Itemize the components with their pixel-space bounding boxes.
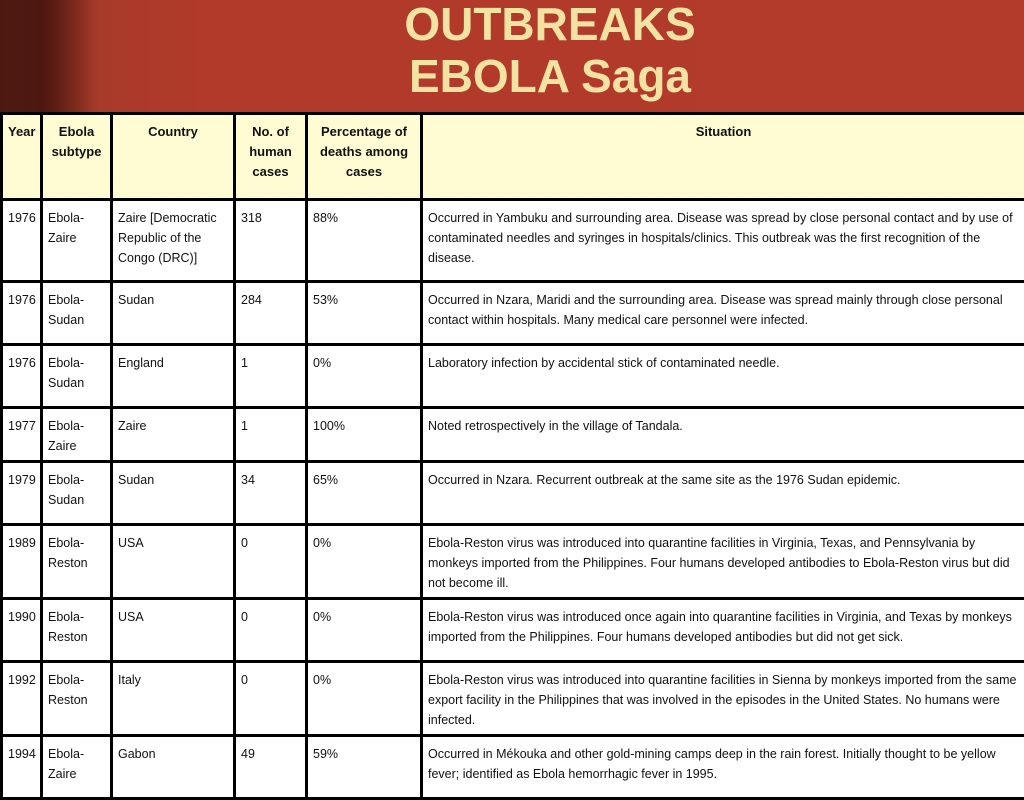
table-header-row [2,114,1024,200]
cell-situation: Ebola-Reston virus was introduced into quarantine facilities in Sienna by monkeys imported from the same export facility in the Philippines that was involved in the episodes in the United States. No humans were infected. [422,662,1024,736]
cell-year: 1989 [2,525,42,599]
cell-subtype: Ebola-Zaire [42,408,112,462]
cell-year: 1976 [2,200,42,282]
cell-year: 1976 [2,345,42,408]
cell-death-percentage: 65% [307,462,422,525]
cell-country: Zaire [Democratic Republic of the Congo (DRC)] [112,200,235,282]
cell-cases: 49 [235,736,307,799]
cell-country: England [112,345,235,408]
cell-death-percentage: 88% [307,200,422,282]
cell-cases: 284 [235,282,307,345]
column-header-cases: No. of human cases [235,114,307,200]
column-header-year: Year [2,114,42,200]
cell-subtype: Ebola-Zaire [42,200,112,282]
cell-year: 1976 [2,282,42,345]
cell-year: 1994 [2,736,42,799]
cell-situation: Noted retrospectively in the village of Tandala. [422,408,1024,462]
cell-cases: 318 [235,200,307,282]
cell-subtype: Ebola-Reston [42,662,112,736]
table-row [2,525,1024,599]
table-container [0,112,1024,768]
cell-year: 1990 [2,599,42,662]
cell-situation: Ebola-Reston virus was introduced into quarantine facilities in Virginia, Texas, and Pennsylvania by monkeys imported from the Philippines. Four humans developed antibodies to Ebola-Reston virus but did not become ill. [422,525,1024,599]
cell-subtype: Ebola-Zaire [42,736,112,799]
cell-situation: Occurred in Nzara, Maridi and the surrounding area. Disease was spread mainly through close personal contact within hospitals. Many medical care personnel were infected. [422,282,1024,345]
column-header-death-percentage: Percentage of deaths among cases [307,114,422,200]
cell-subtype: Ebola-Reston [42,525,112,599]
column-header-country: Country [112,114,235,200]
cell-cases: 0 [235,599,307,662]
cell-year: 1992 [2,662,42,736]
cell-country: Zaire [112,408,235,462]
table-row [2,408,1024,462]
cell-country: USA [112,599,235,662]
table-row [2,599,1024,662]
title-line-2: EBOLA Saga [0,50,1024,102]
table-row [2,462,1024,525]
cell-death-percentage: 0% [307,525,422,599]
cell-death-percentage: 100% [307,408,422,462]
cell-situation: Occurred in Nzara. Recurrent outbreak at the same site as the 1976 Sudan epidemic. [422,462,1024,525]
cell-situation: Occurred in Mékouka and other gold-mining camps deep in the rain forest. Initially thought to be yellow fever; identified as Ebola hemorrhagic fever in 1995. [422,736,1024,799]
column-header-situation: Situation [422,114,1024,200]
cell-situation: Ebola-Reston virus was introduced once again into quarantine facilities in Virginia, and Texas by monkeys imported from the Philippines. Four humans developed antibodies but did not get sick. [422,599,1024,662]
cell-country: Sudan [112,282,235,345]
cell-cases: 1 [235,345,307,408]
slide-title [0,0,1024,102]
cell-death-percentage: 0% [307,599,422,662]
cell-year: 1977 [2,408,42,462]
table-row [2,200,1024,282]
cell-subtype: Ebola-Reston [42,599,112,662]
cell-subtype: Ebola-Sudan [42,462,112,525]
table-row [2,282,1024,345]
slide-header [0,0,1024,112]
cell-year: 1979 [2,462,42,525]
cell-death-percentage: 59% [307,736,422,799]
title-line-1: OUTBREAKS [0,0,1024,50]
cell-country: Italy [112,662,235,736]
cell-death-percentage: 0% [307,345,422,408]
outbreaks-table [0,112,1024,800]
cell-country: Gabon [112,736,235,799]
column-header-subtype: Ebola subtype [42,114,112,200]
cell-situation: Laboratory infection by accidental stick of contaminated needle. [422,345,1024,408]
cell-cases: 0 [235,662,307,736]
cell-cases: 0 [235,525,307,599]
table-row [2,662,1024,736]
cell-subtype: Ebola-Sudan [42,282,112,345]
cell-death-percentage: 53% [307,282,422,345]
table-row [2,736,1024,799]
table-row [2,345,1024,408]
cell-situation: Occurred in Yambuku and surrounding area. Disease was spread by close personal contact and by use of contaminated needles and syringes in hospitals/clinics. This outbreak was the first recognition of the disease. [422,200,1024,282]
cell-death-percentage: 0% [307,662,422,736]
cell-cases: 1 [235,408,307,462]
cell-cases: 34 [235,462,307,525]
cell-subtype: Ebola-Sudan [42,345,112,408]
cell-country: USA [112,525,235,599]
cell-country: Sudan [112,462,235,525]
